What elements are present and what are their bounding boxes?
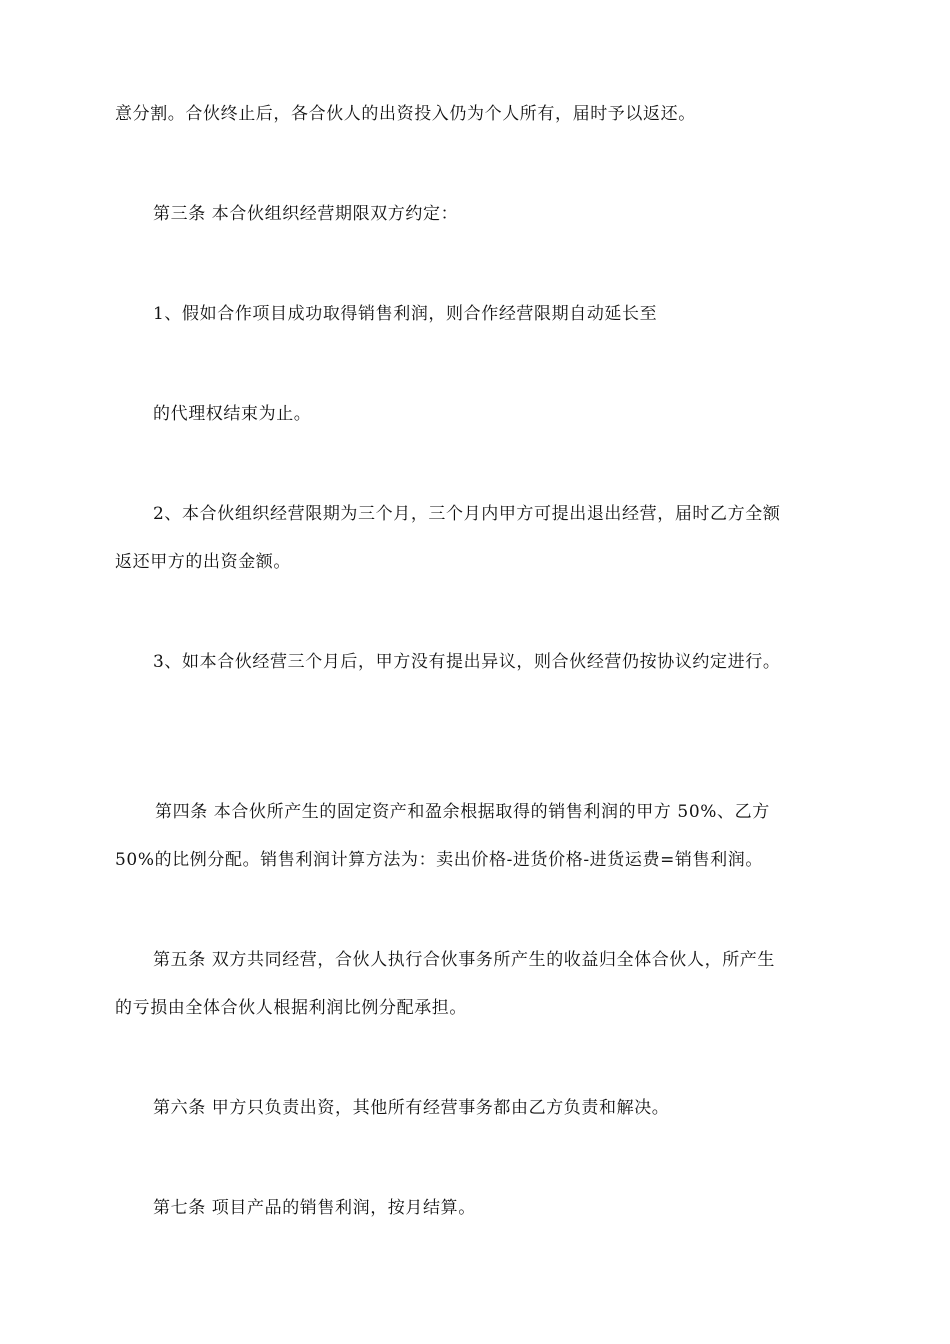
- clause-three-line: 3、如本合伙经营三个月后，甲方没有提出异议，则合伙经营仍按协议约定进行。: [153, 652, 781, 672]
- article-four-continuation: 50%的比例分配。销售利润计算方法为：卖出价格-进货价格-进货运费=销售利润。: [115, 850, 763, 870]
- article-six-line: 第六条 甲方只负责出资，其他所有经营事务都由乙方负责和解决。: [153, 1098, 670, 1118]
- article-three-heading: 第三条 本合伙组织经营期限双方约定：: [153, 204, 459, 224]
- clause-two-line: 2、本合伙组织经营限期为三个月，三个月内甲方可提出退出经营，届时乙方全额: [153, 504, 781, 524]
- clause-one-line: 1、假如合作项目成功取得销售利润，则合作经营限期自动延长至: [153, 304, 658, 324]
- article-five-continuation: 的亏损由全体合伙人根据利润比例分配承担。: [115, 998, 467, 1018]
- clause-one-continuation: 的代理权结束为止。: [153, 404, 312, 424]
- article-seven-line: 第七条 项目产品的销售利润，按月结算。: [153, 1198, 476, 1218]
- article-four-line: 第四条 本合伙所产生的固定资产和盈余根据取得的销售利润的甲方 50%、乙方: [155, 802, 770, 822]
- clause-two-continuation: 返还甲方的出资金额。: [115, 552, 291, 572]
- text-line: 意分割。合伙终止后，各合伙人的出资投入仍为个人所有，届时予以返还。: [115, 104, 696, 124]
- article-five-line: 第五条 双方共同经营，合伙人执行合伙事务所产生的收益归全体合伙人，所产生: [153, 950, 776, 970]
